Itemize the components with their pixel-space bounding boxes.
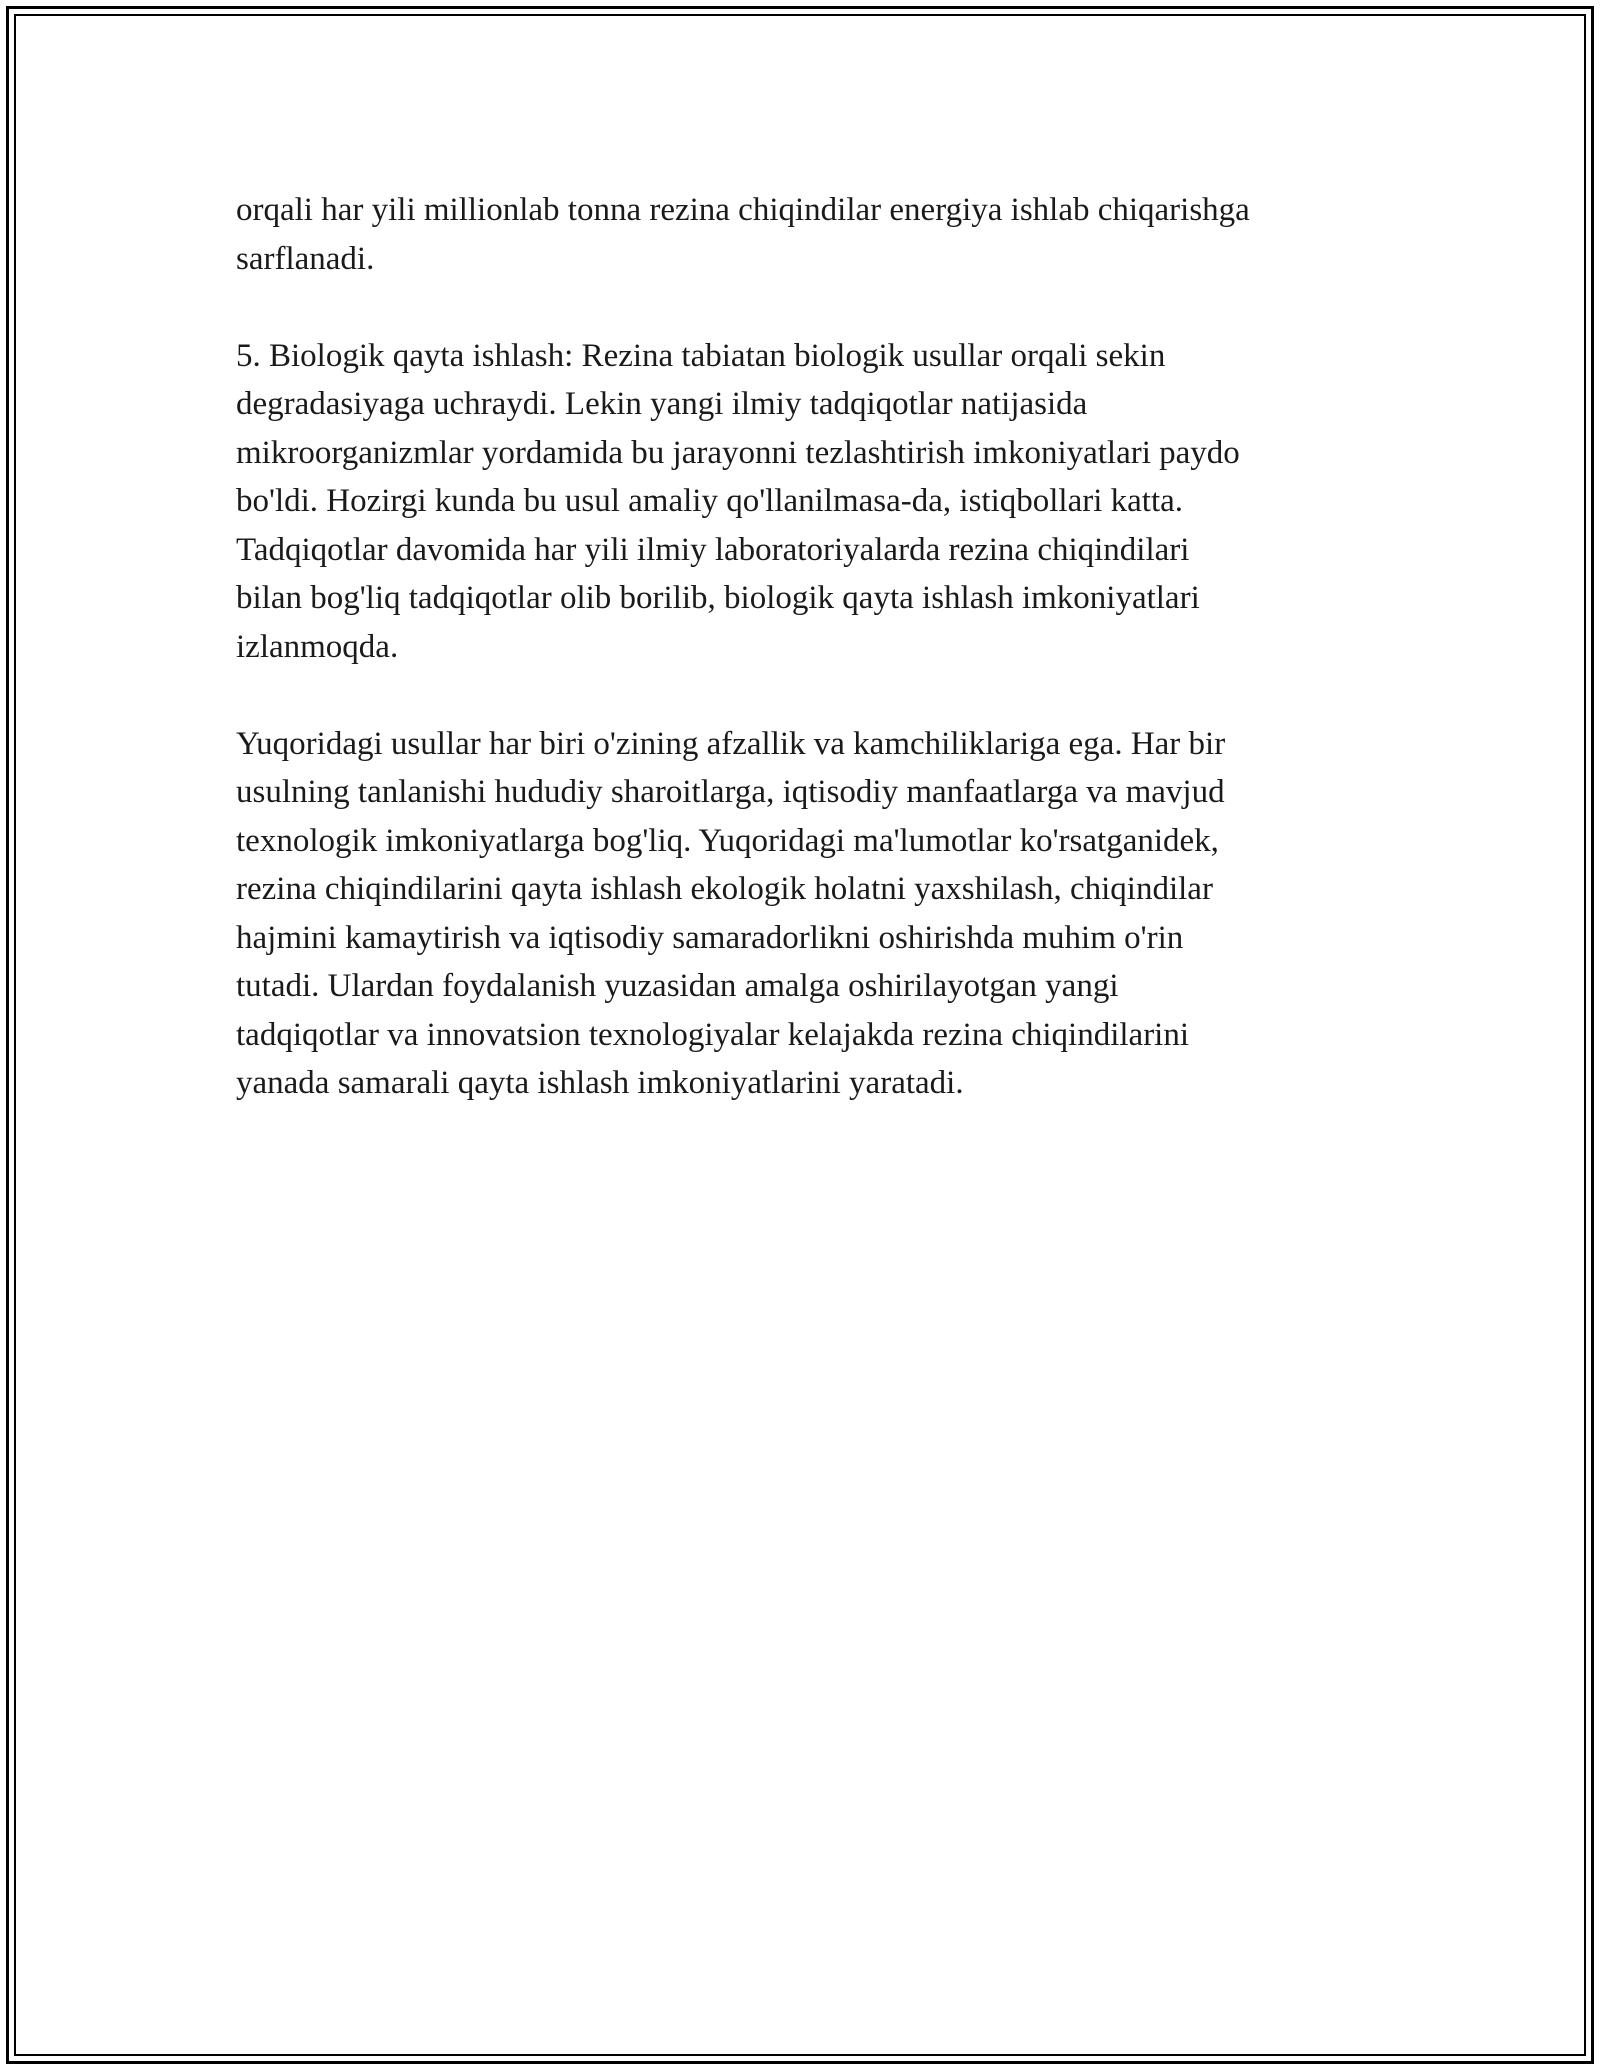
text-line: hajmini kamaytirish va iqtisodiy samaradorlikni oshirishda muhim o'rin bbox=[236, 919, 1184, 956]
text-line: 5. Biologik qayta ishlash: Rezina tabiatan biologik usullar orqali sekin bbox=[236, 337, 1166, 374]
text-line: orqali har yili millionlab tonna rezina chiqindilar energiya ishlab chiqarishga bbox=[236, 192, 1250, 228]
text-line: tutadi. Ulardan foydalanish yuzasidan amalga oshirilayotgan yangi bbox=[236, 968, 1119, 1004]
text-line: bilan bog'liq tadqiqotlar olib borilib, biologik qayta ishlash imkoniyatlari bbox=[236, 580, 1200, 616]
text-line: rezina chiqindilarini qayta ishlash ekologik holatni yaxshilash, chiqindilar bbox=[236, 871, 1213, 907]
text-line: Tadqiqotlar davomida har yili ilmiy laboratoriyalarda rezina chiqindilari bbox=[236, 531, 1190, 568]
text-line: izlanmoqda. bbox=[236, 628, 399, 665]
paragraph-3 bbox=[236, 720, 1386, 1108]
text-line: degradasiyaga uchraydi. Lekin yangi ilmiy tadqiqotlar natijasida bbox=[236, 386, 1088, 422]
document-body bbox=[236, 186, 1386, 1156]
paragraph-2 bbox=[236, 332, 1386, 672]
text-line: bo'ldi. Hozirgi kunda bu usul amaliy qo'llanilmasa-da, istiqbollari katta. bbox=[236, 483, 1184, 519]
text-line: usulning tanlanishi hududiy sharoitlarga, iqtisodiy manfaatlarga va mavjud bbox=[236, 774, 1225, 810]
text-line: sarflanadi. bbox=[236, 240, 375, 277]
paragraph-1 bbox=[236, 186, 1386, 283]
text-line: yanada samarali qayta ishlash imkoniyatlarini yaratadi. bbox=[236, 1065, 964, 1101]
text-line: tadqiqotlar va innovatsion texnologiyalar kelajakda rezina chiqindilarini bbox=[236, 1016, 1190, 1053]
text-line: mikroorganizmlar yordamida bu jarayonni tezlashtirish imkoniyatlari paydo bbox=[236, 434, 1240, 471]
text-line: Yuqoridagi usullar har biri o'zining afzallik va kamchiliklariga ega. Har bir bbox=[236, 725, 1226, 762]
text-line: texnologik imkoniyatlarga bog'liq. Yuqoridagi ma'lumotlar ko'rsatganidek, bbox=[236, 822, 1219, 859]
